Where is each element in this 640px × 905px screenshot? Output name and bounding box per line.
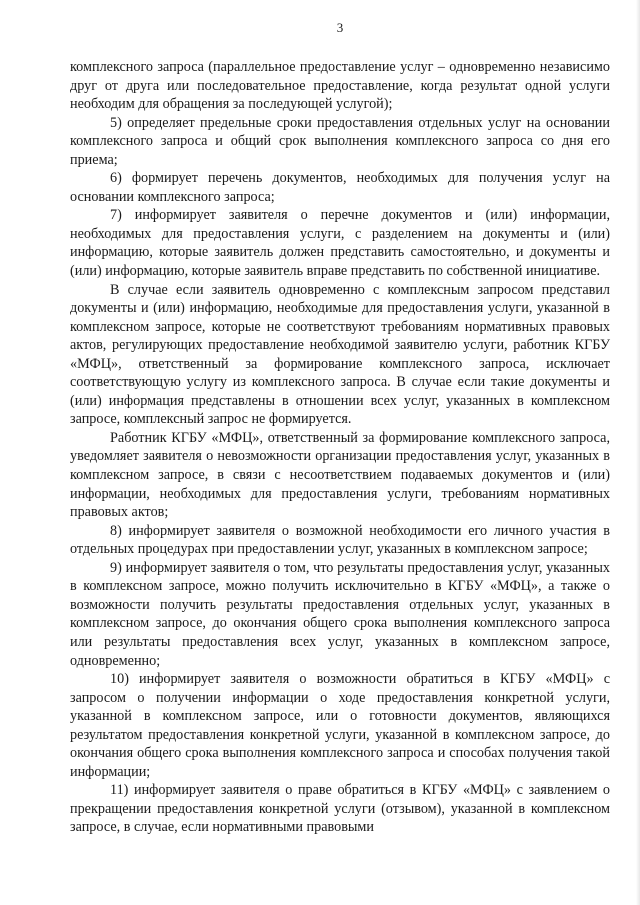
paragraph-item-5: 5) определяет предельные сроки предоставления отдельных услуг на основании комплексного запроса и общий срок выполнения комплексного запроса со дня его приема; — [70, 114, 610, 168]
paragraph-continuation: комплексного запроса (параллельное предоставление услуг – одновременно независимо друг от друга или последовательное предоставление, когда результат одной услуги необходим для обращения за последующей услугой); — [70, 59, 610, 113]
paragraph-item-9: 9) информирует заявителя о том, что результаты предоставления услуг, указанных в комплексном запросе, можно получить исключительно в КГБУ «МФЦ», а также о возможности получить результаты предоставления отдельных услуг, указанных в комплексном запросе, до окончания общего срока выполнения комплексного запроса или результаты предоставления всех услуг, указанных в комплексном запросе, одновременно; — [70, 559, 610, 669]
page-number: 3 — [336, 20, 344, 35]
scan-edge-shadow — [636, 0, 640, 905]
paragraph-item-8: 8) информирует заявителя о возможной необходимости его личного участия в отдельных процедурах при предоставлении услуг, указанных в комплексном запросе; — [70, 522, 610, 558]
document-body — [70, 58, 610, 837]
paragraph-item-10: 10) информирует заявителя о возможности обратиться в КГБУ «МФЦ» с запросом о получении информации о ходе предоставления конкретной услуги, указанной в комплексном запросе, или о готовности документов, являющихся результатом предоставления конкретной услуги, указанной в комплексном запросе, до окончания общего срока выполнения комплексного запроса и способах получения такой информации; — [70, 671, 610, 780]
paragraph-noncompliant-documents: В случае если заявитель одновременно с комплексным запросом представил документы и (или) информацию, необходимые для предоставления услуги, указанной в комплексном запросе, которые не соответствуют требованиям нормативных правовых актов, регулирующих предоставление необходимой заявителю услуги, работник КГБУ «МФЦ», ответственный за формирование комплексного запроса, исключает соответствующую услугу из комплексного запроса. В случае если такие документы и (или) информация представлены в отношении всех услуг, указанных в комплексном запросе, комплексный запрос не формируется. — [70, 281, 610, 428]
paragraph-notification: Работник КГБУ «МФЦ», ответственный за формирование комплексного запроса, уведомляет заявителя о невозможности организации предоставления услуг, указанных в комплексном запросе, в связи с несоответствием подаваемых документов и (или) информации, необходимых для предоставления услуги, требованиям нормативных правовых актов; — [70, 429, 610, 521]
paragraph-item-6: 6) формирует перечень документов, необходимых для получения услуг на основании комплексного запроса; — [70, 170, 610, 205]
paragraph-item-11: 11) информирует заявителя о праве обратиться в КГБУ «МФЦ» с заявлением о прекращении предоставления конкретной услуги (отзывом), указанной в комплексном запросе, в случае, если нормативными правовыми — [70, 782, 610, 836]
paragraph-item-7: 7) информирует заявителя о перечне документов и (или) информации, необходимых для предоставления услуги, с разделением на документы и (или) информацию, которые заявитель должен представить самостоятельно, и документы и (или) информацию, которые заявитель вправе представить по собственной инициативе. — [70, 207, 610, 280]
